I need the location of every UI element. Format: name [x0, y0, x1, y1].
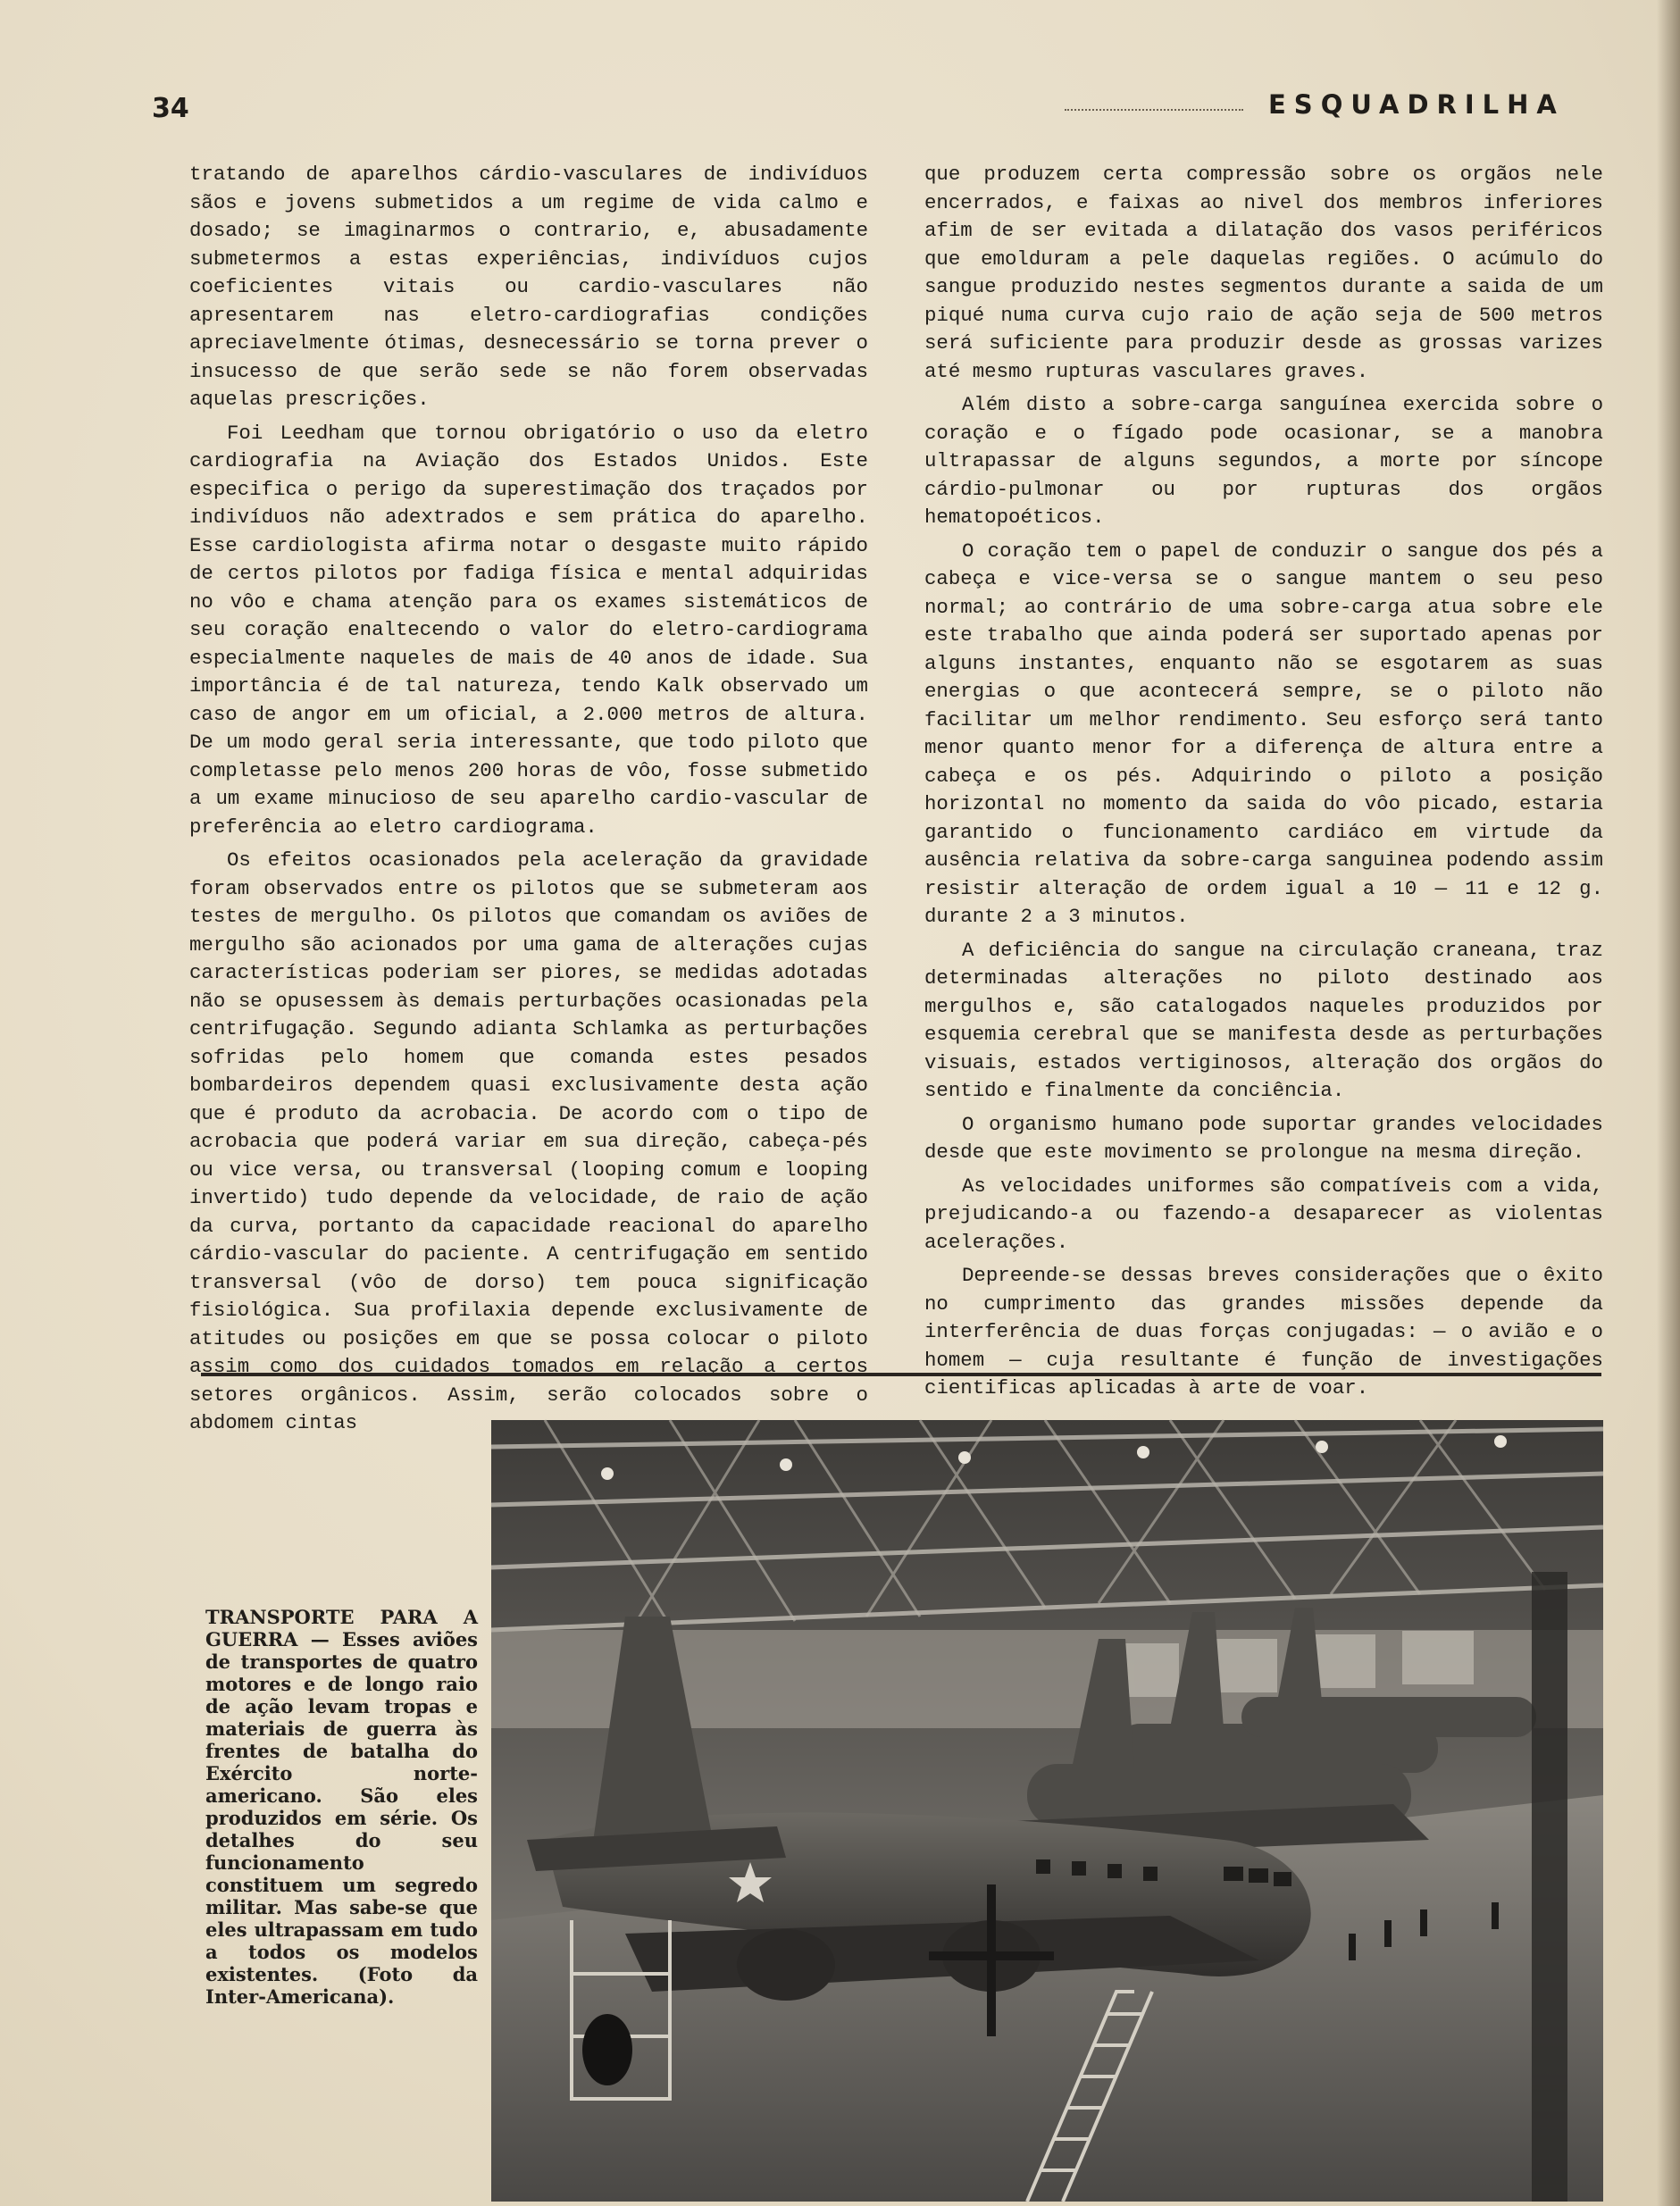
- caption-text: Esses aviões de transportes de quatro motores e de longo raio de ação levam tropas e materiais de guerra às frentes de batalha do Exército norte-americano. São eles produzidos em série. Os detalhes do seu funcionamento constituem um segredo militar. Mas sabe-se que eles ultrapassam em tudo a todos os modelos existentes. (Foto da Inter-Americana).: [205, 1628, 479, 2008]
- page-number: 34: [152, 93, 189, 124]
- right-paragraph-3: O coração tem o papel de conduzir o sangue dos pés a cabeça e vice-versa se o sangue mantem o seu peso normal; ao contrário de uma sobre-carga atua sobre ele este trabalho que ainda poderá ser suportado apenas por alguns instantes, enquanto não se esgotarem as suas energias o que acontecerá sempre, se o piloto não facilitar um melhor rendimento. Seu esforço será tanto menor quanto menor for a diferença de altura entre a cabeça e os pés. Adquirindo o piloto a posição horizontal no momento da saida do vôo picado, estaria garantido o funcionamento cardiáco em virtude da ausência relativa da sobre-carga sanguinea podendo assim resistir alteração de ordem igual a 10 — 11 e 12 g. durante 2 a 3 minutos.: [924, 539, 1603, 928]
- page-edge-shadow: [1657, 0, 1680, 2206]
- right-paragraph-2: Além disto a sobre-carga sanguínea exercida sobre o coração e o fígado pode ocasionar, se a manobra ultrapassar de alguns segundos, a morte por síncope cárdio-pulmonar ou por rupturas dos orgãos hematopoéticos.: [924, 393, 1603, 529]
- header-dotted-rule: [1065, 109, 1243, 111]
- article-left-column: [189, 161, 868, 1434]
- right-paragraph-7: Depreende-se dessas breves considerações que o êxito no cumprimento das grandes missões depende da interferência de duas forças conjugadas: — o avião e o homem — cuja resultante é função de investigações cientificas aplicadas à arte de voar.: [924, 1264, 1603, 1400]
- section-divider: [201, 1373, 1601, 1376]
- left-paragraph-1: tratando de aparelhos cárdio-vasculares de indivíduos sãos e jovens submetidos a um regime de vida calmo e dosado; se imaginarmos o contrario, e, abusadamente submetermos a estas experiências, indivíduos cujos coeficientes vitais ou cardio-vasculares não apresentarem nas eletro-cardiografias condições apreciavelmente ótimas, desnecessário se torna prever o insucesso de que serão sede se não forem observadas aquelas prescrições.: [189, 163, 868, 411]
- hangar-photo: [491, 1420, 1603, 2202]
- hangar-photo-illustration: [491, 1420, 1603, 2202]
- left-paragraph-3: Os efeitos ocasionados pela aceleração da gravidade foram observados entre os pilotos que se submeteram aos testes de mergulho. Os pilotos que comandam os aviões de mergulho são acionados por uma gama de alterações cujas características poderiam ser piores, se medidas adotadas não se opusessem às demais perturbações ocasionadas pela centrifugação. Segundo adianta Schlamka as perturbações sofridas pelo homem que comanda estes pesados bombardeiros dependem quasi exclusivamente desta ação que é produto da acrobacia. De acordo com o tipo de acrobacia que poderá variar em sua direção, cabeça-pés ou vice versa, ou transversal (looping comum e looping invertido) tudo depende da velocidade, de raio de ação da curva, portanto da capacidade reacional do aparelho cárdio-vascular do paciente. A centrifugação em sentido transversal (vôo de dorso) tem pouca significação fisiológica. Sua profilaxia depende exclusivamente de atitudes ou posições em que se possa colocar o piloto assim como dos cuidados tomados em relação a certos setores orgânicos. Assim, serão colocados sobre o abdomem cintas: [189, 848, 868, 1434]
- caption-title: TRANSPORTE PARA A GUERRA —: [205, 1606, 478, 1650]
- right-paragraph-5: O organismo humano pode suportar grandes velocidades desde que este movimento se prolongue na mesma direção.: [924, 1112, 1603, 1164]
- article-right-column: [924, 161, 1603, 1400]
- photo-caption: [205, 1606, 478, 2008]
- publication-title: ESQUADRILHA: [1268, 89, 1565, 120]
- right-paragraph-4: A deficiência do sangue na circulação craneana, traz determinadas alterações no piloto destinado aos mergulhos e, são catalogados naqueles produzidos por esquemia cerebral que se manifesta desde as perturbações visuais, estados vertiginosos, alteração dos orgãos do sentido e finalmente da conciência.: [924, 938, 1603, 1102]
- right-paragraph-1: que produzem certa compressão sobre os orgãos nele encerrados, e faixas ao nivel dos membros inferiores afim de ser evitada a dilatação dos vasos periféricos que emolduram a pele daquelas regiões. O acúmulo do sangue produzido nestes segmentos durante a saida de um piqué numa curva cujo raio de ação seja de 500 metros será suficiente para produzir desde as grossas varizes até mesmo rupturas vasculares graves.: [924, 163, 1603, 383]
- right-paragraph-6: As velocidades uniformes são compatíveis com a vida, prejudicando-a ou fazendo-a desaparecer as violentas acelerações.: [924, 1174, 1603, 1254]
- left-paragraph-2: Foi Leedham que tornou obrigatório o uso da eletro cardiografia na Aviação dos Estados Unidos. Este especifica o perigo da superestimação dos traçados por indivíduos não adextrados e sem prática do aparelho. Esse cardiologista afirma notar o desgaste muito rápido de certos pilotos por fadiga física e mental adquiridas no vôo e chama atenção para os exames sistemáticos de seu coração enaltecendo o valor do eletro-cardiograma especialmente naqueles de mais de 40 anos de idade. Sua importância é de tal natureza, tendo Kalk observado um caso de angor em um oficial, a 2.000 metros de altura. De um modo geral seria interessante, que todo piloto que completasse pelo menos 200 horas de vôo, fosse submetido a um exame minucioso de seu aparelho cardio-vascular de preferência ao eletro cardiograma.: [189, 421, 868, 839]
